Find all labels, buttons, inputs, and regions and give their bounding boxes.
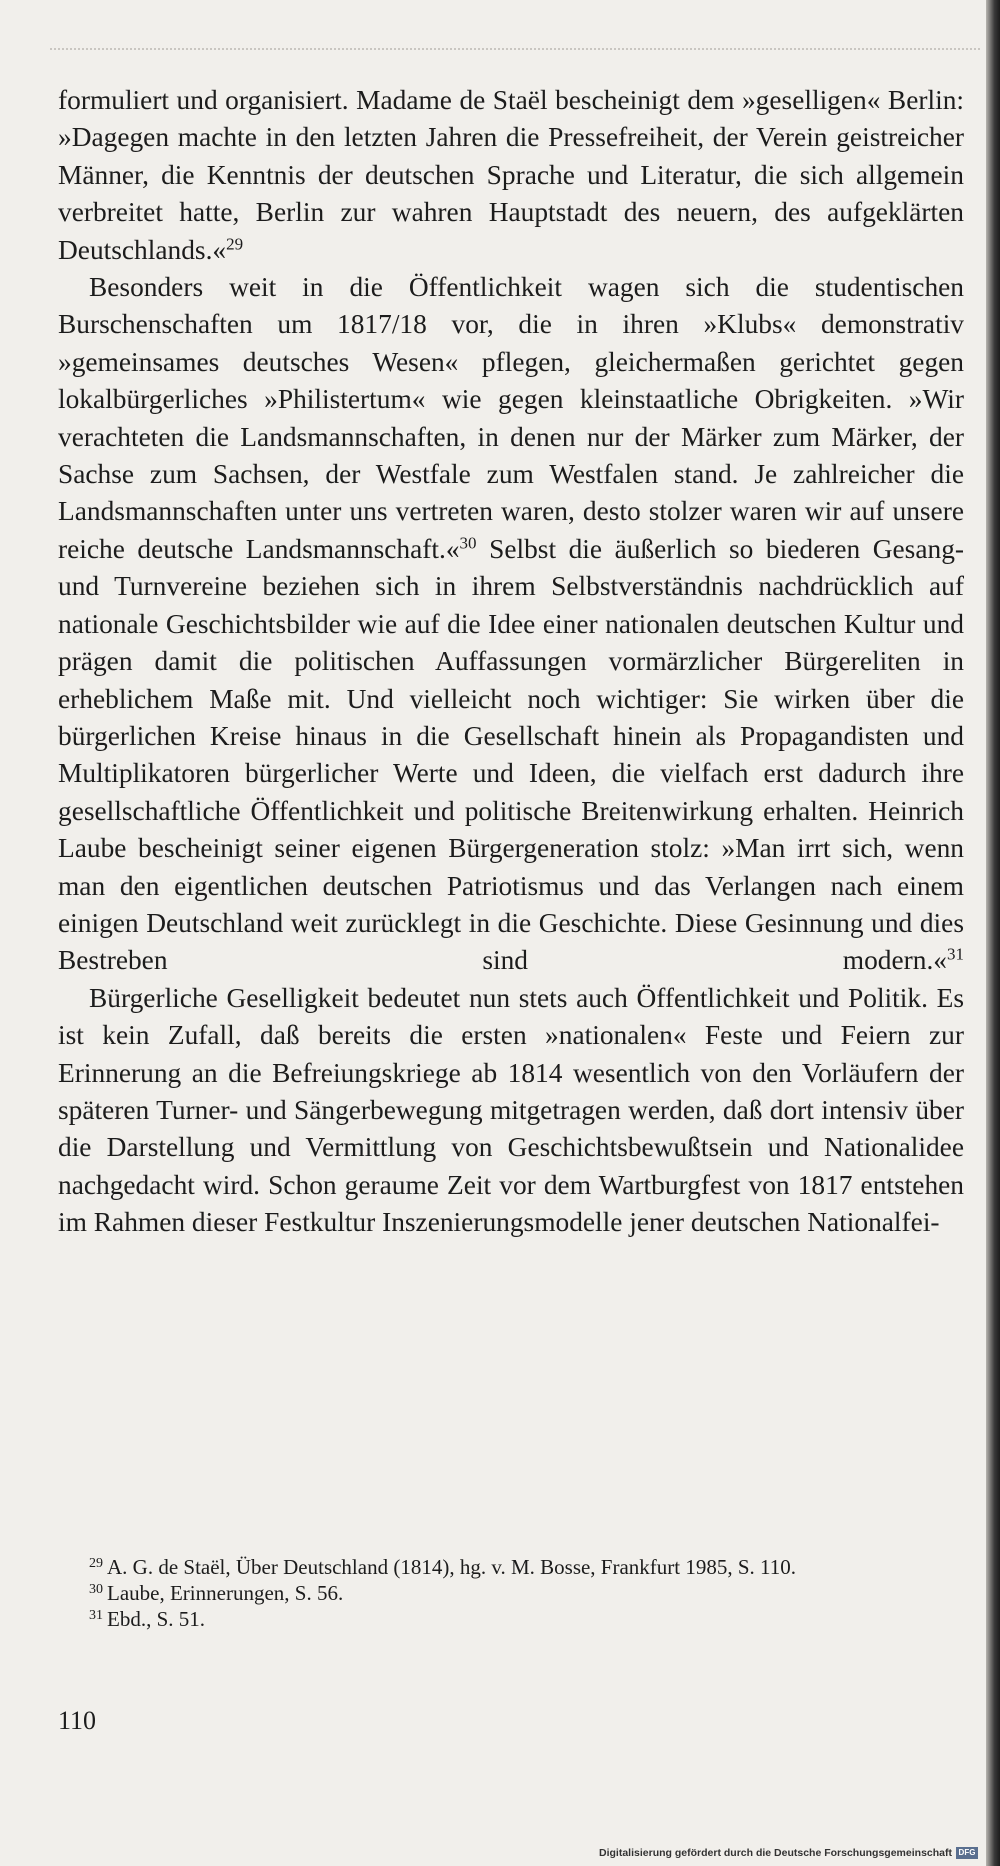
- digitization-credit: [599, 1847, 978, 1859]
- credit-text: Digitalisierung gefördert durch die Deutsche Forschungsgemeinschaft: [599, 1847, 952, 1859]
- scan-border-dots: [50, 48, 980, 56]
- footnote-ref-29: 29: [226, 234, 244, 254]
- footnote-ref-31: 31: [947, 945, 964, 964]
- page-number: 110: [58, 1706, 97, 1735]
- footnote-30: $^{30}$ Laube, Erinnerungen, S. 56.: [89, 1581, 344, 1605]
- dfg-logo-icon: DFG: [956, 1847, 978, 1859]
- book-binding-edge: [986, 0, 1000, 1866]
- paragraph-3: Bürgerliche Geselligkeit bedeutet nun stets auch Öffentlichkeit und Politik. Es ist kein Zufall, daß bereits die ersten »nationalen« Feste und Feiern zur Erinnerung an die Befreiungskriege ab 1814 wesentlich von den Vorläufern der späteren Turner- und Sängerbewegung mitgetragen werden, daß dort intensiv über die Darstellung und Vermittlung von Geschichtsbewußtsein und Nationalidee nachgedacht wird. Schon geraume Zeit vor dem Wartburgfest von 1817 entstehen im Rahmen dieser Festkultur Inszenierungsmodelle jener deutschen Nationalfei-: [58, 982, 964, 1238]
- footnotes: [58, 1555, 964, 1633]
- footnote-31: $^{31}$ Ebd., S. 51.: [89, 1607, 206, 1631]
- paragraph-1: formuliert und organisiert. Madame de Staël bescheinigt dem »geselligen« Berlin: »Dagegen machte in den letzten Jahren die Pressefreiheit, der Verein geistreicher Männer, die Kenntnis der deutschen Sprache und Literatur, die sich allgemein verbreitet hatte, Berlin zur wahren Hauptstadt des neuern, des aufgeklärten Deutschlands.«$^{29}$: [58, 85, 964, 265]
- paragraph-2: Besonders weit in die Öffentlichkeit wagen sich die studentischen Burschenschaften um 1817/18 vor, die in ihren »Klubs« demonstrativ »gemeinsames deutsches Wesen« pflegen, gleichermaßen gerichtet gegen lokalbürgerliches »Philistertum« wie gegen kleinstaatliche Obrigkeiten. »Wir verachteten die Landsmannschaften, in denen nur der Märker zum Märker, der Sachse zum Sachsen, der Westfale zum Westfalen stand. Je zahlreicher die Landsmannschaften unter uns vertreten waren, desto stolzer waren wir auf unsere reiche deutsche Landsmannschaft.«$^{30}$ Selbst die äußerlich so biederen Gesang- und Turnvereine beziehen sich in ihrem Selbstverständnis nachdrücklich auf nationale Geschichtsbilder wie auf die Idee einer nationalen deutschen Kultur und prägen damit die politischen Auffassungen vormärzlicher Bürgereliten in erheblichem Maße mit. Und vielleicht noch wichtiger: Sie wirken über die bürgerlichen Kreise hinaus in die Gesellschaft hinein als Propagandisten und Multiplikatoren bürgerlicher Werte und Ideen, die vielfach erst dadurch ihre gesellschaftliche Öffentlichkeit und politische Breitenwirkung erhalten. Heinrich Laube bescheinigt seiner eigenen Bürgergeneration stolz: »Man irrt sich, wenn man den eigentlichen deutschen Patriotismus und das Verlangen nach einem einigen Deutschland weit zurücklegt in die Geschichte. Diese Gesinnung und dies Bestreben sind modern.«$^{31}$: [58, 272, 965, 976]
- footnote-ref-30: 30: [459, 533, 477, 553]
- footnote-29: $^{29}$ A. G. de Staël, Über Deutschland (1814), hg. v. M. Bosse, Frankfurt 1985, S. 110.: [89, 1555, 797, 1579]
- body-text: [58, 82, 964, 1242]
